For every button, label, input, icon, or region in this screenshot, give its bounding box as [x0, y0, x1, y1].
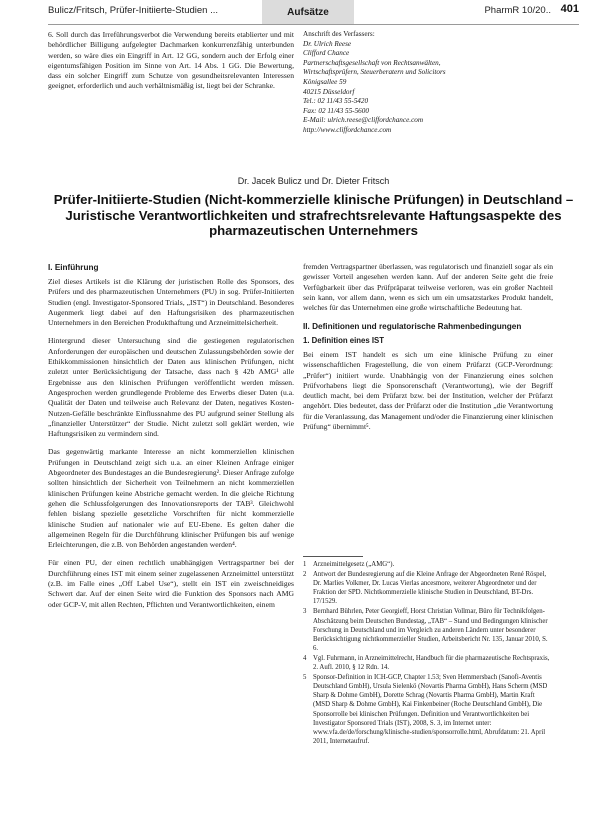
footnote: [303, 654, 553, 672]
address-line: Partnerschaftsgesellschaft von Rechtsanwälten,: [303, 58, 441, 67]
fax-number: Fax: 02 11/43 55-5600: [303, 106, 369, 115]
email-link[interactable]: E-Mail: ulrich.reese@cliffordchance.com: [303, 116, 424, 125]
footnote-text: Vgl. Fuhrmann, in Arzneimittelrecht, Handbuch für die pharmazeutische Rechtspraxis, 2. Aufl. 2010, § 12 Rdn. 14.: [313, 654, 550, 672]
footnote: [303, 560, 553, 569]
journal-issue: PharmR 10/20..: [484, 5, 551, 16]
right-column: [303, 262, 553, 432]
article-title: Prüfer-Initiierte-Studien (Nicht-kommerzielle klinische Prüfungen) in Deutschland – Juristische Verantwortlichkeiten und strafrechtsrelevante Haftungsaspekte des pharmazeutischen Unternehmers: [53, 192, 574, 238]
footnote-number: 3: [303, 608, 307, 616]
footnote-text: Antwort der Bundesregierung auf die Kleine Anfrage der Abgeordneten René Röspel, Dr. Marlies Volkmer, Dr. Lucas Vierlas ancesmore, weiterer Abgeordneter und der Fraktion der SPD. Nichtkommerzielle klinische Studien in Deutschland, BT-Drs. 17/1529.: [313, 571, 547, 606]
closing-paragraph: 6. Soll durch das Irreführungsverbot die Verwendung bereits etablierter und mit behördlicher Billigung aufgelegter Dachmarken konkurrenzfähig unterbunden werden, so wäre dies ein Eingriff in Art. 12 GG, sondern auch der Erfolg einer eigentumsfähigen Position im Sinne von Art. 14 Abs. 1 GG. Die Bewertung, dass ein solcher Eingriff zum Schutze von gesundheitsrelevanten Interessen geeignet, erforderlich und auch verhältnismäßig ist, liegt bei der Schranke.: [48, 30, 294, 91]
body-paragraph: Für einen PU, der einen rechtlich unabhängigen Vertragspartner bei der Durchführung eines IST mit einem seiner zugelassenen Arzneimittel unterstützt (z.B. im Falle eines „Off Label Use“), stellt ein IST ein zweischneidiges Schwert dar. Auf der einen Seite wird die Funktion des Sponsors nach AMG oder GCP-V, mit allen Rechten, Pflichten und Verantwortlichkeiten, einem: [48, 558, 294, 609]
footnote-number: 1: [303, 561, 307, 568]
section-heading: I. Einführung: [48, 263, 99, 272]
footnote: [303, 607, 553, 652]
left-column: [48, 262, 294, 610]
section-heading: II. Definitionen und regulatorische Rahmenbedingungen: [303, 322, 522, 332]
author-address-block: [303, 30, 553, 136]
footnote-rule: [303, 556, 363, 557]
footnote-text: Sponsor-Definition in ICH-GCP, Chapter 1.53; Sven Hemmersbach (Sanofi-Aventis Deutschland GmbH), Ursula Sielenkö (Novartis Pharma GmbH), Hans Scherm (MSD Sharp & Dohme GmbH), Dorette Schrag (Novartis Pharma GmbH), Martin Kraft (MSD Sharp & Dohme GmbH), Kai Finkenbeiner (Roche Deutschland GmbH), Die Sponsorrolle bei klinischen Prüfungen. Definition und Verantwortlichkeiten bei Investigator Sponsored Trials (IST), 2008, S. 3, im Internet unter: www.vfa.de/de/forschung/klinische-studien/sponsorrolle.html, Abrufdatum: 21. April 2011, Internetaufruf.: [313, 674, 548, 745]
footnote: [303, 570, 553, 606]
running-header: [48, 0, 579, 25]
subsection-heading: 1. Definition eines IST: [303, 336, 385, 346]
previous-article-end: [48, 30, 294, 92]
section-label: Aufsätze: [262, 0, 354, 24]
address-line: 40215 Düsseldorf: [303, 87, 355, 96]
article-authors: Dr. Jacek Bulicz und Dr. Dieter Fritsch: [237, 176, 390, 186]
footnote-text: Arzneimittelgesetz („AMG“).: [313, 561, 395, 568]
website-link[interactable]: http://www.cliffordchance.com: [303, 125, 392, 134]
footnotes: [303, 560, 553, 747]
body-paragraph: Das gegenwärtig markante Interesse an nicht kommerziellen klinischen Prüfungen in Deutschland zeigt sich u.a. an einer Kleinen Anfrage einiger Abgeordneter des Bundestages an die Bundesregierung². Dieser Anfrage zufolge sollten hinsichtlich der Sicherheit von Teilnehmern an nicht kommerziellen klinischen Prüfungen keine Abstriche gemacht werden. In die gleiche Richtung gehen die Schlussfolgerungen des Innovationsreports der TAB³. Gleichwohl fehlen bislang spezielle gesetzliche Vorschriften für nicht kommerzielle klinische Studien auf nationaler wie auf EU-Ebene. Es gelten daher die allgemeinen Regeln für die Durchführung klinischer Prüfungen bis auf wenige Erleichterungen, die z.B. von Behörden angestanden werden⁴.: [48, 447, 294, 550]
running-header-left: Bulicz/Fritsch, Prüfer-Initiierte-Studien ...: [48, 5, 218, 16]
body-paragraph: Hintergrund dieser Untersuchung sind die gestiegenen regulatorischen Anforderungen der europäischen und deutschen Zulassungsbehörden sowie der Ethikkommissionen hinsichtlich der Daten aus klinischen Prüfungen, nicht zuletzt unter Berücksichtigung der Tatsache, dass nach § 42b AMG¹ alle Ergebnisse aus den klinischen Prüfungen veröffentlicht werden müssen. Angesprochen werden grundlegende Probleme des Erwerbs dieser Daten (u.a. Qualität der Daten und teilweise auch Relevanz der Daten, negatives Kosten-Nutzen-Gefälle beschränkte Einflussnahme des PU aufgrund seiner Stellung als „finanzieller Unterstützer“ der Studie. Nicht zuletzt soll geklärt werden, wie Haftungsrisiken zu vermindern sind.: [48, 336, 294, 439]
body-paragraph: Bei einem IST handelt es sich um eine klinische Prüfung zu einer wissenschaftlichen Fragestellung, die von einem Prüfarzt (GCP-Verordnung: „Prüfer“) initiiert wurde. Unabhängig von der Finanzierung eines solchen Prüfvorhabens liegt die Sponsorenschaft (Verantwortung), wie der Begriff deutlich macht, bei dem Prüfarzt bzw. bei der Institution, welcher der Prüfarzt angehört. Dies bedeutet, dass der Prüfarzt oder die Institution „die Verantwortung für die Veranlassung, das Management und/oder die Finanzierung einer klinischen Prüfung“ übernimmt⁵.: [303, 349, 553, 432]
address-line: Dr. Ulrich Reese: [303, 39, 352, 48]
footnote-text: Bernhard Bührlen, Peter Georgieff, Horst Christian Vollmar, Büro für Technikfolgen-Abschätzung beim Deutschen Bundestag, „TAB“ – Stand und Bedingungen klinischer Forschung in Deutschland und im Vergleich zu anderen Ländern unter besonderer Berücksichtigung nichtkommerzieller Studien, Arbeitsbericht Nr. 135, Januar 2010, S. 6.: [313, 608, 548, 652]
address-line: Wirtschaftsprüfern, Steuerberatern und Solicitors: [303, 68, 446, 77]
body-paragraph: Ziel dieses Artikels ist die Klärung der juristischen Rolle des Sponsors, des Prüfers und des pharmazeutischen Unternehmers (PU) in sog. Prüfer-Initiierten Studien (engl. Investigator-Sponsored Trials, „IST“) in Deutschland. Besonderes Augenmerk liegt dabei auf den Haftungsrisiken des pharmazeutischen Unternehmers in den Bereichen Produkthaftung und Arzneimittelsicherheit.: [48, 277, 294, 328]
address-heading: Anschrift des Verfassers:: [303, 30, 375, 38]
page-number: 401: [560, 3, 579, 15]
footnote-number: 4: [303, 654, 307, 662]
phone-number: Tel.: 02 11/43 55-5420: [303, 97, 369, 106]
address-line: Königsallee 59: [303, 77, 347, 86]
footnote-number: 2: [303, 571, 307, 579]
footnote: [303, 673, 553, 746]
footnote-number: 5: [303, 674, 307, 682]
address-line: Clifford Chance: [303, 49, 350, 58]
body-paragraph: fremden Vertragspartner überlassen, was regulatorisch und finanziell sogar als ein gewisser Vorteil angesehen werden kann. Auf der anderen Seite geht die freie Verfügbarkeit über das Prüfpräparat teilweise verloren, was ein großer Nachteil sein kann, vor allem dann, wenn es sich um ein umsatzstarkes Produkt handelt, welches für das Unternehmen eine große wirtschaftliche Bedeutung hat.: [303, 262, 553, 313]
